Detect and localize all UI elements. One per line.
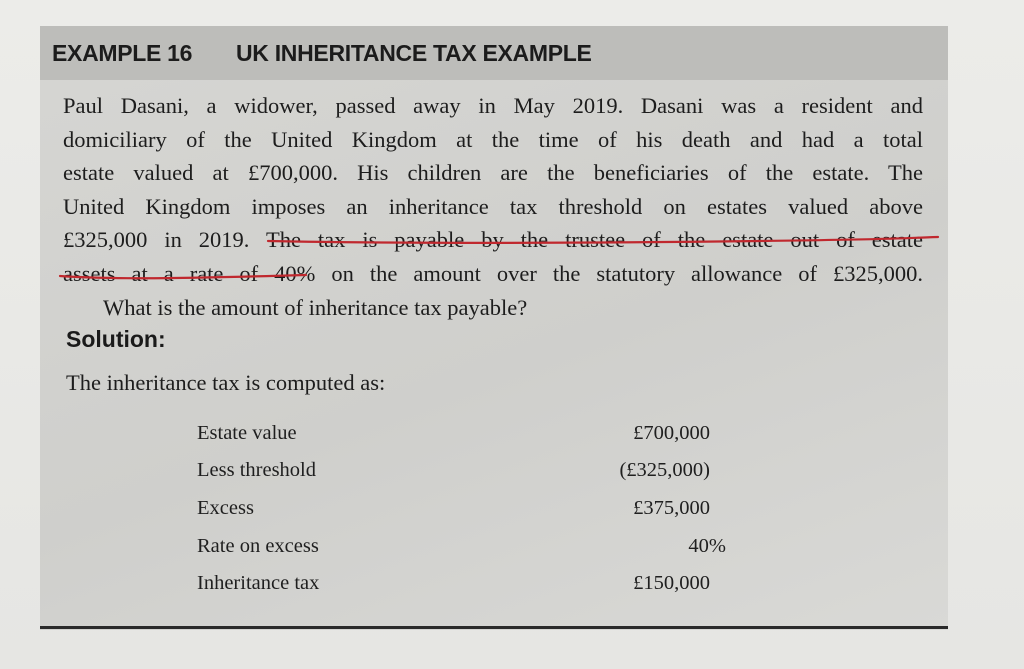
- paragraph-line: Paul Dasani, a widower, passed away in May 2019. Dasani was a resident and: [63, 93, 923, 118]
- paragraph-question: What is the amount of inheritance tax payable?: [103, 294, 528, 320]
- calc-value: (£325,000): [619, 459, 710, 481]
- example-header: [40, 26, 948, 80]
- example-box: [40, 26, 948, 630]
- paragraph-line: £325,000 in 2019. The tax is payable by the trustee of the estate out of estate: [63, 227, 923, 253]
- calc-row: [40, 497, 948, 527]
- solution-intro: The inheritance tax is computed as:: [66, 370, 386, 395]
- solution-heading: Solution:: [66, 326, 166, 352]
- calc-label: Less threshold: [197, 459, 316, 481]
- calc-label: Excess: [197, 497, 254, 519]
- calc-value: 40%: [688, 535, 726, 557]
- problem-paragraph: [63, 89, 923, 324]
- paragraph-line: estate valued at £700,000. His children are the beneficiaries of the estate. The: [63, 160, 923, 186]
- calc-row: [40, 535, 948, 565]
- calc-label: Inheritance tax: [197, 572, 320, 594]
- calc-value: £375,000: [633, 497, 710, 519]
- calc-label: Rate on excess: [197, 535, 319, 557]
- paragraph-line: United Kingdom imposes an inheritance tax threshold on estates valued above: [63, 193, 923, 219]
- paragraph-line: domiciliary of the United Kingdom at the time of his death and had a total: [63, 126, 923, 152]
- calc-value: £150,000: [633, 572, 710, 594]
- calc-value: £700,000: [633, 422, 710, 444]
- calc-row: [40, 459, 948, 489]
- calc-row: [40, 422, 948, 452]
- example-label: EXAMPLE 16: [52, 40, 193, 66]
- calc-label: Estate value: [197, 422, 297, 444]
- example-title: UK INHERITANCE TAX EXAMPLE: [236, 40, 592, 66]
- bottom-rule: [40, 626, 948, 629]
- paragraph-line: assets at a rate of 40% on the amount over the statutory allowance of £325,000.: [63, 260, 923, 286]
- calc-row: [40, 572, 948, 602]
